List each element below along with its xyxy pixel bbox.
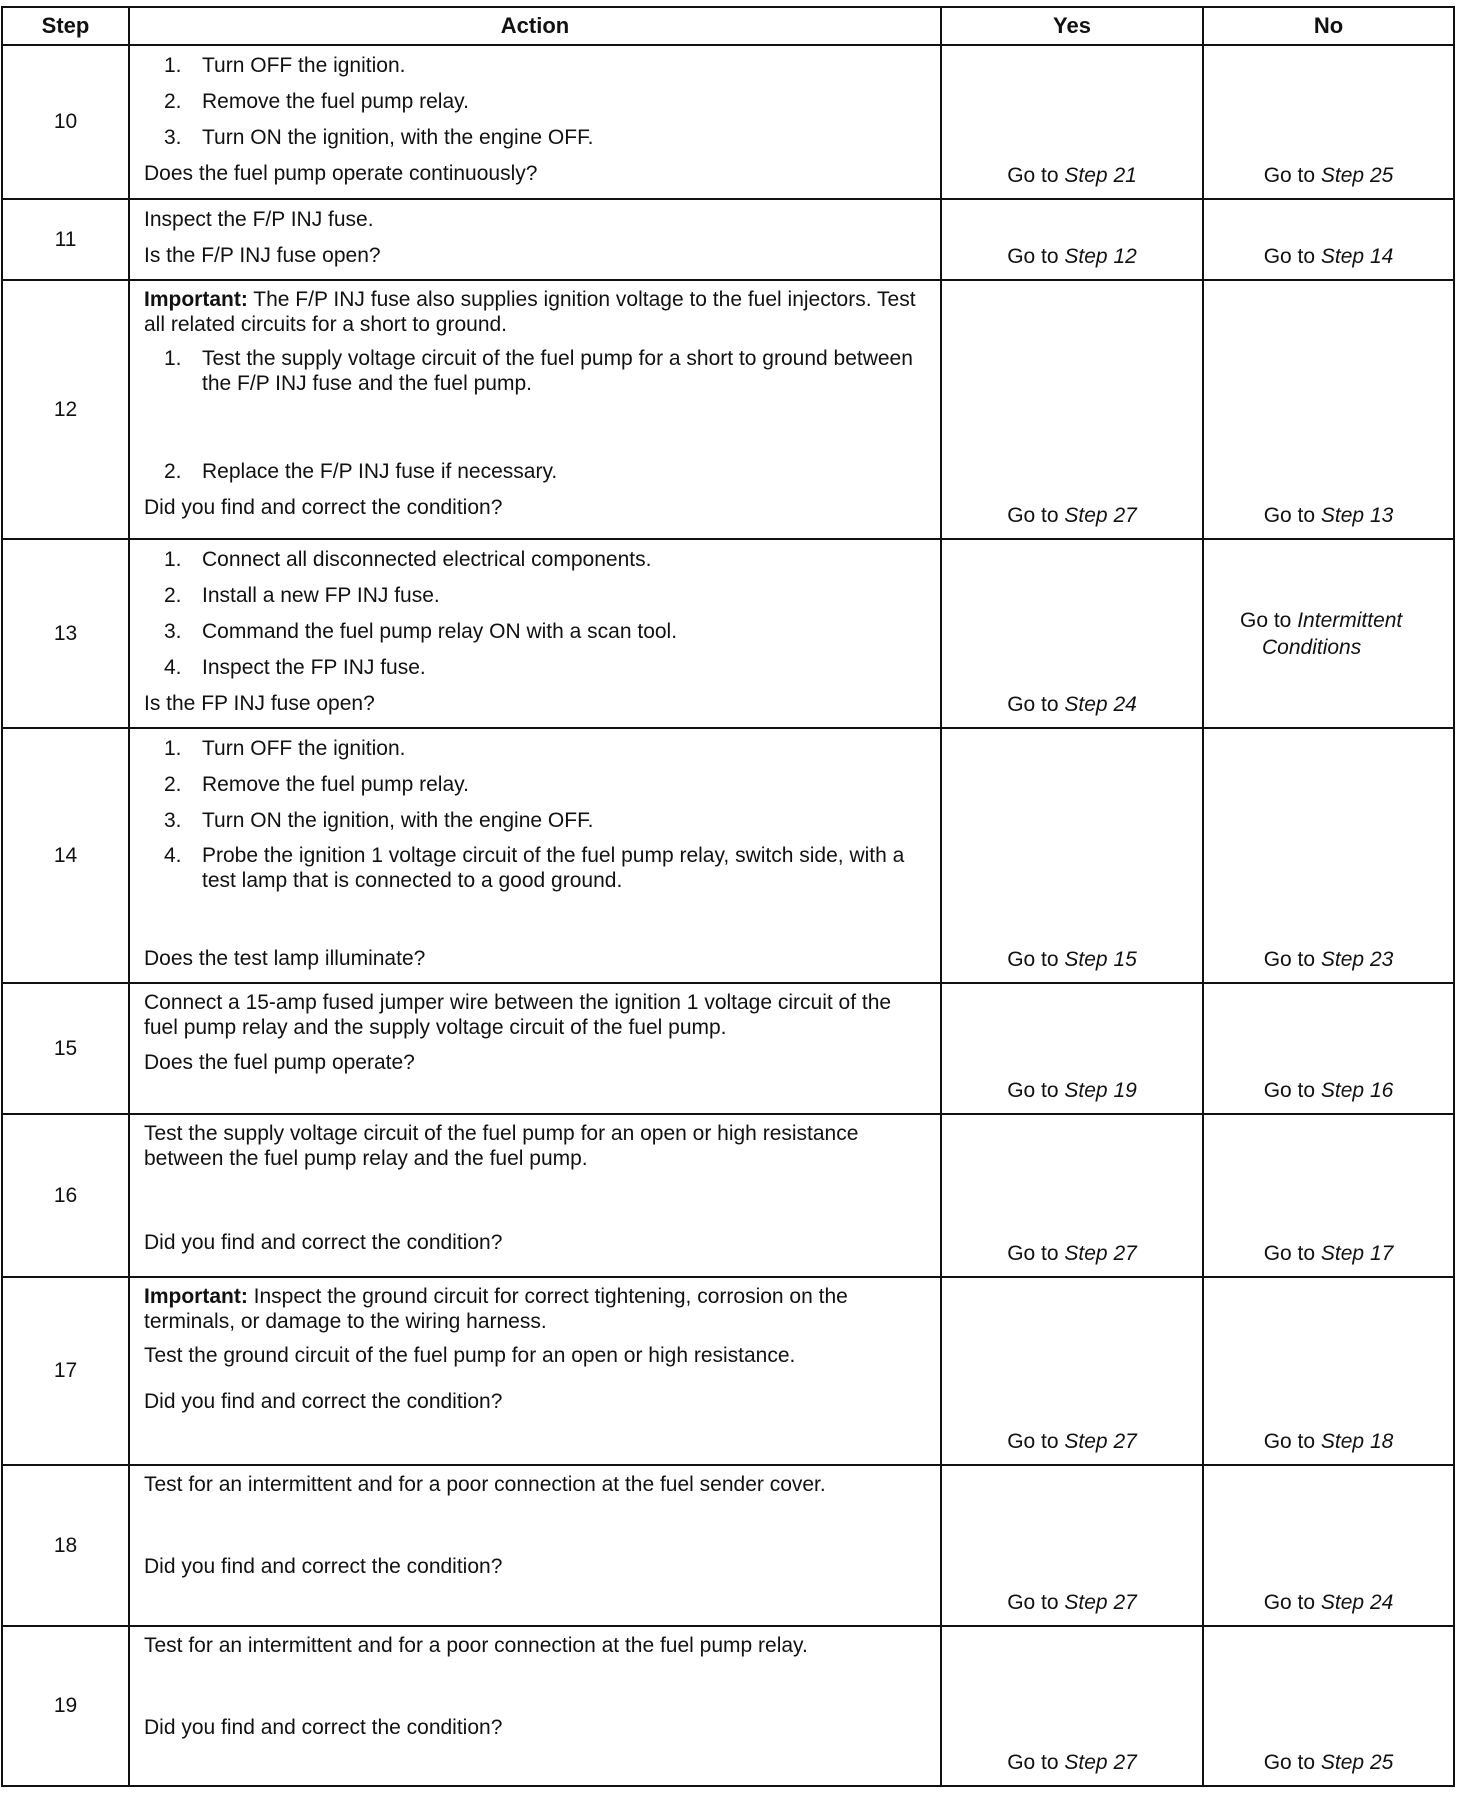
no-cell: Go to Step 25 [1203, 1626, 1454, 1786]
action-cell [129, 1114, 941, 1277]
no-target: Step 14 [1320, 245, 1394, 268]
table-row [2, 539, 1454, 728]
list-item: 4. Probe the ignition 1 voltage circuit of the fuel pump relay, switch side, with a test lamp that is connected to a good ground. [164, 844, 905, 892]
yes-cell: Go to Step 19 [941, 983, 1203, 1114]
action-cell [129, 199, 941, 280]
action-cell [129, 983, 941, 1114]
list-item: 1. Connect all disconnected electrical components. [164, 548, 652, 571]
question: Did you find and correct the condition? [144, 1390, 503, 1413]
action-cell [129, 1465, 941, 1626]
list-item: 2. Remove the fuel pump relay. [164, 90, 469, 113]
no-target: Step 24 [1320, 1591, 1394, 1614]
step-number: 17 [2, 1277, 129, 1465]
no-target: Step 17 [1320, 1242, 1394, 1265]
question: Does the test lamp illuminate? [144, 947, 426, 970]
step-number: 15 [2, 983, 129, 1114]
question: Does the fuel pump operate? [144, 1051, 415, 1074]
no-target: Step 18 [1320, 1430, 1394, 1453]
action-text: Connect a 15-amp fused jumper wire between the ignition 1 voltage circuit of the fuel pump relay and the supply voltage circuit of the fuel pump. [144, 991, 892, 1039]
yes-cell: Go to Step 27 [941, 1277, 1203, 1465]
no-cell: Go to Step 17 [1203, 1114, 1454, 1277]
table-row [2, 280, 1454, 539]
step-number: 11 [2, 199, 129, 280]
list-item: 1. Test the supply voltage circuit of the fuel pump for a short to ground between the F/P INJ fuse and the fuel pump. [164, 347, 913, 395]
step-number: 14 [2, 728, 129, 983]
list-item: 4. Inspect the FP INJ fuse. [164, 656, 426, 679]
table-row [2, 1114, 1454, 1277]
no-target-line2: Conditions [1262, 635, 1362, 659]
diagnostic-table [1, 6, 1455, 1787]
yes-cell: Go to Step 27 [941, 1465, 1203, 1626]
table-row [2, 45, 1454, 199]
yes-cell: Go to Step 27 [941, 1626, 1203, 1786]
no-target-block: Go to Intermittent Conditions [1240, 608, 1403, 659]
list-item: 3. Turn ON the ignition, with the engine OFF. [164, 809, 594, 832]
yes-target: Step 24 [1064, 693, 1137, 716]
question: Does the fuel pump operate continuously? [144, 162, 538, 185]
yes-cell: Go to Step 24 [941, 539, 1203, 728]
step-number: 13 [2, 539, 129, 728]
header-no: No [1203, 7, 1454, 45]
yes-cell: Go to Step 15 [941, 728, 1203, 983]
no-cell: Go to Step 14 [1203, 199, 1454, 280]
yes-target: Step 27 [1064, 1242, 1137, 1265]
no-target: Step 13 [1320, 504, 1394, 527]
yes-target: Step 19 [1064, 1079, 1137, 1102]
action-cell [129, 728, 941, 983]
important-note: Important: Inspect the ground circuit for correct tightening, corrosion on the terminals, or damage to the wiring harness. [144, 1285, 848, 1333]
table-row [2, 1277, 1454, 1465]
no-cell [1203, 539, 1454, 728]
question: Is the F/P INJ fuse open? [144, 244, 381, 267]
header-yes: Yes [941, 7, 1203, 45]
yes-target: Step 21 [1064, 164, 1137, 187]
yes-cell: Go to Step 27 [941, 1114, 1203, 1277]
no-cell: Go to Step 13 [1203, 280, 1454, 539]
no-cell: Go to Step 18 [1203, 1277, 1454, 1465]
step-number: 10 [2, 45, 129, 199]
no-cell: Go to Step 16 [1203, 983, 1454, 1114]
no-target: Step 16 [1320, 1079, 1394, 1102]
yes-target: Step 27 [1064, 1591, 1137, 1614]
action-cell [129, 539, 941, 728]
action-list [144, 346, 926, 485]
no-cell: Go to Step 24 [1203, 1465, 1454, 1626]
yes-target: Step 27 [1064, 1751, 1137, 1774]
yes-target: Step 12 [1064, 245, 1137, 268]
action-cell [129, 1626, 941, 1786]
table-row [2, 728, 1454, 983]
yes-target: Step 27 [1064, 504, 1137, 527]
step-number: 12 [2, 280, 129, 539]
step-number: 16 [2, 1114, 129, 1277]
no-cell: Go to Step 25 [1203, 45, 1454, 199]
no-target: Step 25 [1320, 1751, 1394, 1774]
list-item: 2. Replace the F/P INJ fuse if necessary. [164, 460, 558, 483]
list-item: 1. Turn OFF the ignition. [164, 54, 406, 77]
header-step: Step [2, 7, 129, 45]
question: Did you find and correct the condition? [144, 1716, 503, 1739]
list-item: 2. Install a new FP INJ fuse. [164, 584, 440, 607]
no-target: Step 25 [1320, 164, 1394, 187]
table-row [2, 983, 1454, 1114]
action-list [144, 52, 926, 151]
action-text: Test for an intermittent and for a poor connection at the fuel pump relay. [144, 1634, 808, 1657]
list-item: 3. Command the fuel pump relay ON with a scan tool. [164, 620, 678, 643]
question: Is the FP INJ fuse open? [144, 692, 375, 715]
question: Did you find and correct the condition? [144, 1231, 503, 1254]
action-text: Inspect the F/P INJ fuse. [144, 208, 374, 231]
action-text: Test the supply voltage circuit of the fuel pump for an open or high resistance between the fuel pump relay and the fuel pump. [144, 1122, 859, 1170]
no-cell: Go to Step 23 [1203, 728, 1454, 983]
yes-target: Step 27 [1064, 1430, 1137, 1453]
action-list [144, 735, 926, 893]
action-cell [129, 1277, 941, 1465]
question: Did you find and correct the condition? [144, 496, 503, 519]
list-item: 1. Turn OFF the ignition. [164, 737, 406, 760]
yes-target: Step 15 [1064, 948, 1137, 971]
list-item: 2. Remove the fuel pump relay. [164, 773, 469, 796]
yes-cell: Go to Step 27 [941, 280, 1203, 539]
step-number: 18 [2, 1465, 129, 1626]
action-cell [129, 45, 941, 199]
list-item: 3. Turn ON the ignition, with the engine OFF. [164, 126, 594, 149]
action-cell [129, 280, 941, 539]
step-number: 19 [2, 1626, 129, 1786]
action-list [144, 546, 926, 681]
yes-cell: Go to Step 21 [941, 45, 1203, 199]
no-target: Intermittent [1297, 608, 1403, 632]
table-row [2, 1465, 1454, 1626]
important-note: Important: The F/P INJ fuse also supplies ignition voltage to the fuel injectors. Test all related circuits for a short to ground. [144, 288, 916, 336]
action-text: Test for an intermittent and for a poor connection at the fuel sender cover. [144, 1473, 826, 1496]
table-row [2, 199, 1454, 280]
header-action: Action [129, 7, 941, 45]
yes-cell: Go to Step 12 [941, 199, 1203, 280]
header-row [2, 7, 1454, 45]
action-text: Test the ground circuit of the fuel pump for an open or high resistance. [144, 1344, 796, 1367]
question: Did you find and correct the condition? [144, 1555, 503, 1578]
table-row [2, 1626, 1454, 1786]
no-target: Step 23 [1320, 948, 1394, 971]
